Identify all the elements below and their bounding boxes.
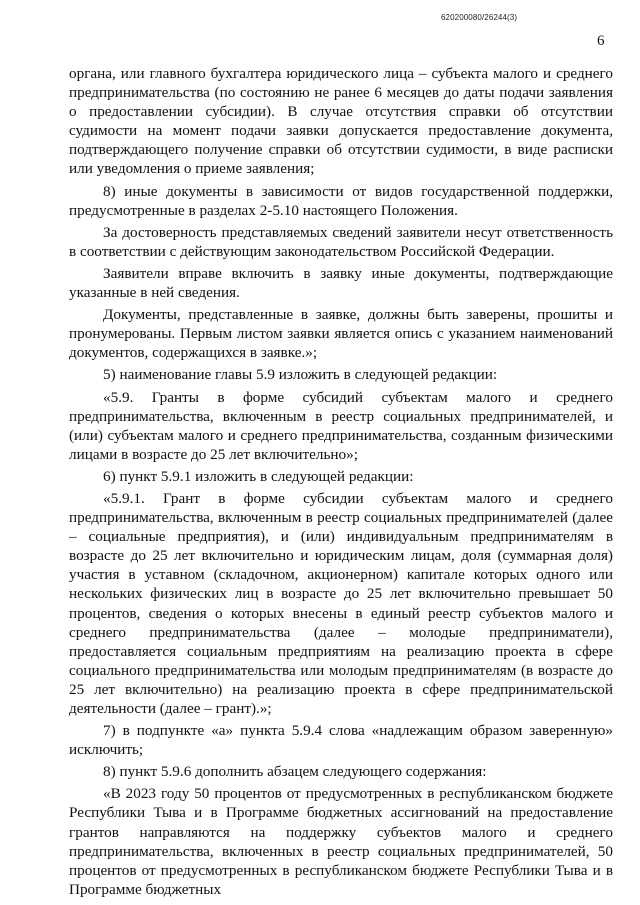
paragraph-chapter-title: «5.9. Гранты в форме субсидий субъектам малого и среднего предпринимательства, включенным в реестр социальных предпринимателей, и (или) субъектам малого и среднего предпринимательства, созданным физическими лицами в возрасте до 25 лет включительно»; xyxy=(69,388,613,463)
paragraph-certification: Документы, представленные в заявке, должны быть заверены, прошиты и пронумерованы. Первым листом заявки является опись с указанием наименований документов, содержащихся в заявке.»; xyxy=(69,306,613,362)
paragraph-item-7: 7) в подпункте «а» пункта 5.9.4 слова «надлежащим образом заверенную» исключить; xyxy=(69,722,613,759)
paragraph-item-8-amendment: 8) пункт 5.9.6 дополнить абзацем следующего содержания: xyxy=(103,763,487,781)
paragraph-other-documents: Заявители вправе включить в заявку иные документы, подтверждающие указанные в ней сведения. xyxy=(69,264,613,302)
document-id: 620200080/26244(3) xyxy=(441,13,518,22)
paragraph-item-8: 8) иные документы в зависимости от видов государственной поддержки, предусмотренные в разделах 2-5.10 настоящего Положения. xyxy=(69,182,613,219)
paragraph-2023-allocation: «В 2023 году 50 процентов от предусмотренных в республиканском бюджете Республики Тыва и в Программе бюджетных ассигнований на предоставление грантов направляются на поддержку субъектов малого и среднего предпринимательства, включенных в реестр социальных предпринимателей, 50 процентов от предусмотренных в республиканском бюджете Республики Тыва и в Программе бюджетных xyxy=(69,785,613,898)
paragraph-item-5: 5) наименование главы 5.9 изложить в следующей редакции: xyxy=(103,366,498,384)
document-body xyxy=(69,64,613,899)
paragraph-clause-5-9-1: «5.9.1. Грант в форме субсидии субъектам малого и среднего предпринимательства, включенным в реестр социальных предпринимателей (далее – социальные предприятия), и (или) индивидуальным предпринимателям в возрасте до 25 лет включительно и юридическим лицам, доля (суммарная доля) участия в уставном (складочном, акционерном) капитале которых одного или нескольких физических лиц в возрасте до 25 лет включительно превышает 50 процентов, сведения о которых внесены в единый реестр субъектов малого и среднего предпринимательства (далее – молодые предприниматели), предоставляется социальным предприятиям на реализацию проекта в сфере социального предпринимательства или молодым предпринимателям (в возрасте до 25 лет включительно) на реализацию проекта в сфере предпринимательской деятельности (далее – грант).»; xyxy=(69,489,613,717)
page-number: 6 xyxy=(597,33,605,49)
paragraph-item-6: 6) пункт 5.9.1 изложить в следующей редакции: xyxy=(103,467,414,485)
paragraph-continuation: органа, или главного бухгалтера юридического лица – субъекта малого и среднего предпринимательства (по состоянию не ранее 6 месяцев до даты подачи заявления о предоставлении субсидии). В случае отсутствия справки об отсутствии судимости на момент подачи заявки допускается предоставление документа, подтверждающего получение справки об отсутствии судимости, в виде расписки или уведомления о приеме заявления; xyxy=(69,65,613,178)
paragraph-responsibility: За достоверность представляемых сведений заявители несут ответственность в соответствии с действующим законодательством Российской Федерации. xyxy=(69,223,613,260)
